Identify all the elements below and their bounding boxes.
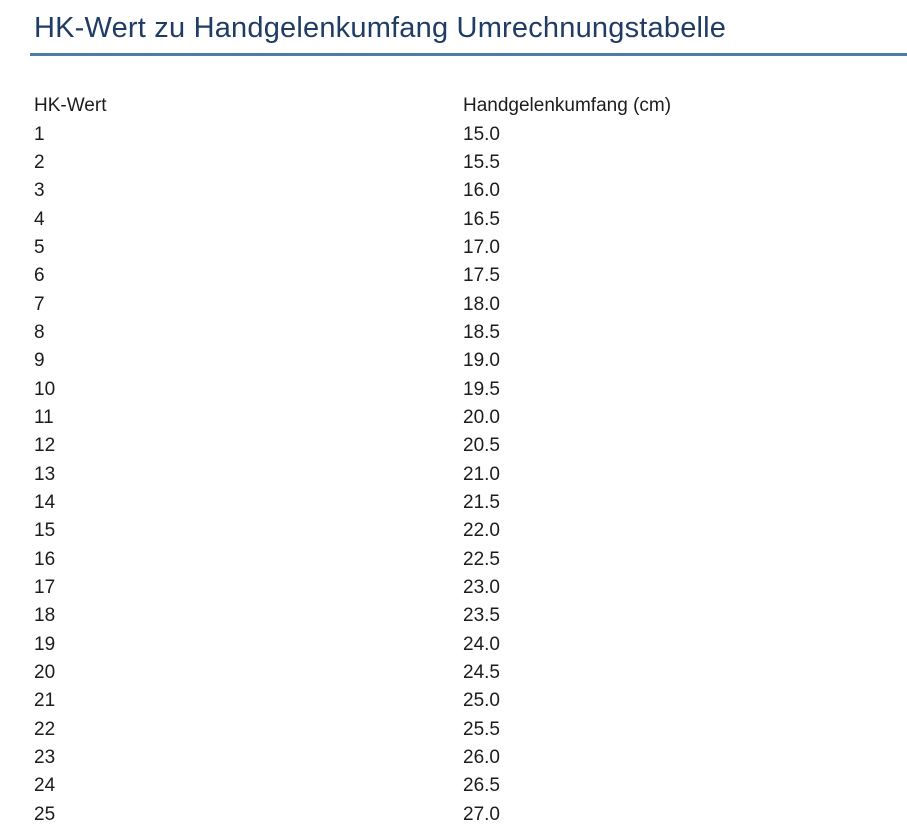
- hk-wert-cell: 24: [34, 775, 56, 797]
- table-row: [34, 319, 907, 347]
- handgelenkumfang-cell: 17.0: [463, 236, 500, 258]
- table-row: [34, 205, 907, 233]
- table-row: [34, 404, 907, 432]
- column-header-handgelenkumfang: Handgelenkumfang (cm): [463, 95, 672, 117]
- handgelenkumfang-cell: 20.5: [463, 435, 500, 457]
- hk-wert-cell: 3: [34, 180, 45, 202]
- table-row: [34, 432, 907, 460]
- handgelenkumfang-cell: 23.0: [463, 577, 500, 599]
- table-row: [34, 631, 907, 659]
- table-header-row: [34, 92, 907, 120]
- table-row: [34, 177, 907, 205]
- handgelenkumfang-cell: 21.0: [463, 463, 500, 485]
- hk-wert-cell: 25: [34, 803, 56, 825]
- table-row: [34, 120, 907, 148]
- hk-wert-cell: 7: [34, 293, 45, 315]
- table-row: [34, 460, 907, 488]
- handgelenkumfang-cell: 19.5: [463, 378, 500, 400]
- handgelenkumfang-cell: 19.0: [463, 350, 500, 372]
- table-row: [34, 234, 907, 262]
- handgelenkumfang-cell: 24.0: [463, 633, 500, 655]
- table-row: [34, 687, 907, 715]
- hk-wert-cell: 10: [34, 378, 56, 400]
- table-row: [34, 659, 907, 687]
- handgelenkumfang-cell: 25.0: [463, 690, 500, 712]
- page-title: HK-Wert zu Handgelenkumfang Umrechnungstabelle: [34, 12, 727, 44]
- handgelenkumfang-cell: 23.5: [463, 605, 500, 627]
- table-row: [34, 772, 907, 800]
- handgelenkumfang-cell: 15.0: [463, 123, 500, 145]
- hk-wert-cell: 5: [34, 236, 45, 258]
- handgelenkumfang-cell: 17.5: [463, 265, 500, 287]
- handgelenkumfang-cell: 16.0: [463, 180, 500, 202]
- hk-wert-cell: 15: [34, 520, 56, 542]
- hk-wert-cell: 22: [34, 718, 56, 740]
- hk-wert-cell: 23: [34, 747, 56, 769]
- handgelenkumfang-cell: 18.5: [463, 321, 500, 343]
- table-row: [34, 262, 907, 290]
- handgelenkumfang-cell: 15.5: [463, 151, 500, 173]
- hk-wert-cell: 16: [34, 548, 56, 570]
- table-row: [34, 149, 907, 177]
- table-row: [34, 489, 907, 517]
- table-row: [34, 744, 907, 772]
- hk-wert-cell: 9: [34, 350, 45, 372]
- hk-wert-cell: 21: [34, 690, 56, 712]
- hk-wert-cell: 4: [34, 208, 45, 230]
- hk-wert-cell: 1: [34, 123, 45, 145]
- table-row: [34, 546, 907, 574]
- hk-wert-cell: 17: [34, 577, 56, 599]
- hk-wert-cell: 18: [34, 605, 56, 627]
- table-row: [34, 574, 907, 602]
- handgelenkumfang-cell: 20.0: [463, 406, 500, 428]
- handgelenkumfang-cell: 24.5: [463, 662, 500, 684]
- hk-wert-cell: 14: [34, 491, 56, 513]
- handgelenkumfang-cell: 26.5: [463, 775, 500, 797]
- handgelenkumfang-cell: 27.0: [463, 803, 500, 825]
- hk-wert-cell: 2: [34, 151, 45, 173]
- table-row: [34, 801, 907, 829]
- conversion-table: [34, 92, 907, 829]
- table-row: [34, 602, 907, 630]
- hk-wert-cell: 13: [34, 463, 56, 485]
- handgelenkumfang-cell: 26.0: [463, 747, 500, 769]
- handgelenkumfang-cell: 18.0: [463, 293, 500, 315]
- table-row: [34, 375, 907, 403]
- handgelenkumfang-cell: 21.5: [463, 491, 500, 513]
- handgelenkumfang-cell: 25.5: [463, 718, 500, 740]
- table-row: [34, 716, 907, 744]
- heading-section: [30, 0, 907, 56]
- hk-wert-cell: 11: [34, 406, 54, 428]
- hk-wert-cell: 12: [34, 435, 56, 457]
- handgelenkumfang-cell: 22.5: [463, 548, 500, 570]
- table-row: [34, 290, 907, 318]
- table-row: [34, 347, 907, 375]
- hk-wert-cell: 20: [34, 662, 56, 684]
- table-body: [34, 120, 907, 829]
- hk-wert-cell: 6: [34, 265, 45, 287]
- column-header-hk-wert: HK-Wert: [34, 95, 107, 117]
- table-row: [34, 517, 907, 545]
- handgelenkumfang-cell: 22.0: [463, 520, 500, 542]
- handgelenkumfang-cell: 16.5: [463, 208, 500, 230]
- hk-wert-cell: 19: [34, 633, 56, 655]
- hk-wert-cell: 8: [34, 321, 45, 343]
